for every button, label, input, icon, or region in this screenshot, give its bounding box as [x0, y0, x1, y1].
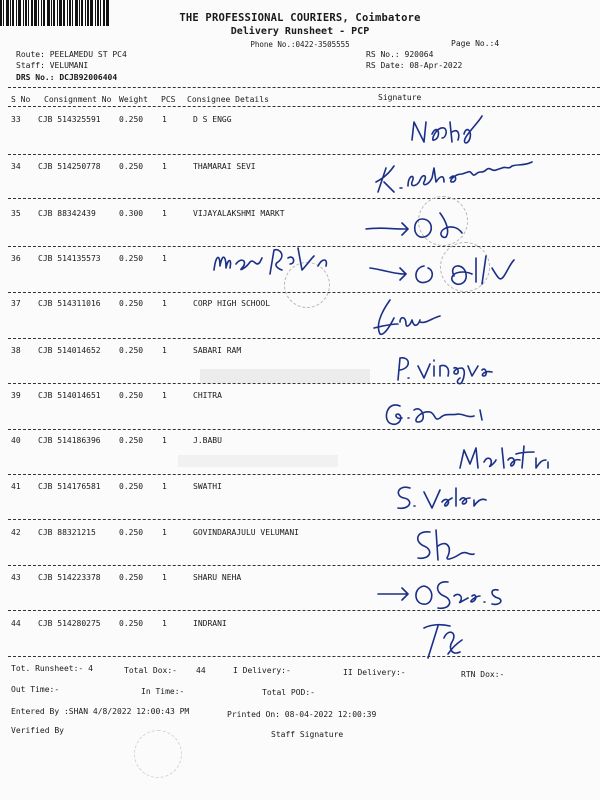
row-sno: 43 [11, 573, 21, 582]
signature-row44 [418, 618, 468, 664]
col-signature: Signature [378, 93, 422, 102]
row-sno: 39 [11, 391, 21, 400]
col-consignee: Consignee Details [187, 95, 269, 104]
row-consignment: CJB 514250778 [38, 162, 101, 171]
row-sno: 36 [11, 254, 21, 263]
row-divider [8, 383, 600, 384]
row-consignment: CJB 514280275 [38, 619, 101, 628]
drs-number: DRS No.: DCJB92006404 [16, 73, 118, 82]
row-pcs: 1 [162, 162, 167, 171]
row-sno: 42 [11, 528, 21, 537]
signature-row34 [372, 152, 542, 196]
row-sno: 38 [11, 346, 21, 355]
row-pcs: 1 [162, 436, 167, 445]
i-delivery: I Delivery:- [233, 666, 291, 675]
row-divider [8, 565, 600, 566]
row-weight: 0.250 [119, 436, 144, 445]
total-dox-value: 44 [196, 666, 206, 675]
row-sno: 41 [11, 482, 21, 491]
row-sno: 34 [11, 162, 21, 171]
row-weight: 0.250 [119, 619, 144, 628]
signature-row42 [408, 526, 478, 566]
row-consignee: D S ENGG [193, 115, 232, 124]
row-consignment: CJB 88342439 [38, 209, 96, 218]
row-pcs: 1 [162, 391, 167, 400]
row-weight: 0.250 [119, 482, 144, 491]
row-pcs: 1 [162, 528, 167, 537]
signature-row37 [370, 296, 450, 340]
row-pcs: 1 [162, 299, 167, 308]
out-time: Out Time:- [11, 685, 60, 694]
entered-by: Entered By :SHAN 4/8/2022 12:00:43 PM [11, 707, 190, 716]
staff: Staff: VELUMANI [16, 61, 89, 70]
page-number: Page No.:4 [451, 39, 500, 48]
header-rule-bottom [8, 106, 600, 107]
signature-row33 [408, 112, 488, 152]
row-divider [8, 338, 600, 339]
row-weight: 0.250 [119, 115, 144, 124]
row-sno: 33 [11, 115, 21, 124]
signature-row38 [392, 352, 502, 386]
signature-row39 [378, 394, 498, 434]
faint-stamp-smudge [200, 369, 370, 383]
printed-on: Printed On: 08-04-2022 12:00:39 [227, 710, 377, 719]
row-sno: 37 [11, 299, 21, 308]
phone-number: Phone No.:0422-3505555 [250, 40, 350, 49]
row-weight: 0.250 [119, 162, 144, 171]
row-consignee: INDRANI [193, 619, 227, 628]
signature-row41 [390, 480, 490, 514]
verified-by: Verified By [11, 726, 64, 735]
row-consignment: CJB 514311016 [38, 299, 101, 308]
runsheet-title: Delivery Runsheet - PCP [230, 26, 370, 37]
signature-row40 [454, 440, 554, 476]
row-consignee: CHITRA [193, 391, 222, 400]
row-pcs: 1 [162, 619, 167, 628]
col-sno: S No [11, 95, 31, 104]
row-weight: 0.300 [119, 209, 144, 218]
row-sno: 44 [11, 619, 21, 628]
row-pcs: 1 [162, 115, 167, 124]
row-consignment: CJB 514014651 [38, 391, 101, 400]
route: Route: PEELAMEDU ST PC4 [16, 50, 127, 59]
row-weight: 0.250 [119, 391, 144, 400]
row-consignment: CJB 514186396 [38, 436, 101, 445]
signature-row36-consignee [206, 240, 346, 286]
row-consignee: GOVINDARAJULU VELUMANI [193, 528, 299, 537]
rtn-dox: RTN Dox:- [461, 670, 505, 679]
row-consignment: CJB 514325591 [38, 115, 101, 124]
row-weight: 0.250 [119, 299, 144, 308]
row-divider [8, 656, 600, 657]
row-weight: 0.250 [119, 573, 144, 582]
faint-stamp-smudge [178, 455, 338, 467]
row-pcs: 1 [162, 573, 167, 582]
row-divider [8, 198, 600, 199]
rs-number: RS No.: 920064 [366, 50, 434, 59]
ii-delivery: II Delivery:- [343, 668, 406, 677]
row-weight: 0.250 [119, 254, 144, 263]
row-sno: 35 [11, 209, 21, 218]
row-consignment: CJB 514135573 [38, 254, 101, 263]
header-rule-top [8, 87, 600, 88]
row-consignee: SWATHI [193, 482, 222, 491]
row-pcs: 1 [162, 346, 167, 355]
signature-row35 [360, 205, 470, 245]
faint-stamp [134, 730, 182, 778]
row-divider [8, 429, 600, 430]
row-consignment: CJB 514176581 [38, 482, 101, 491]
row-pcs: 1 [162, 254, 167, 263]
row-consignee: CORP HIGH SCHOOL [193, 299, 271, 308]
in-time: In Time:- [141, 687, 185, 696]
row-consignment: CJB 514014652 [38, 346, 101, 355]
staff-signature: Staff Signature [271, 730, 344, 739]
row-consignee: SHARU NEHA [193, 573, 242, 582]
col-weight: Weight [119, 95, 148, 104]
row-consignee: VIJAYALAKSHMI MARKT [193, 209, 285, 218]
row-consignee: SABARI RAM [193, 346, 242, 355]
total-pod: Total POD:- [262, 688, 315, 697]
row-pcs: 1 [162, 482, 167, 491]
col-pcs: PCS [161, 95, 176, 104]
row-consignee: THAMARAI SEVI [193, 162, 256, 171]
row-weight: 0.250 [119, 528, 144, 537]
row-sno: 40 [11, 436, 21, 445]
row-pcs: 1 [162, 209, 167, 218]
row-consignment: CJB 514223378 [38, 573, 101, 582]
company-name: THE PROFESSIONAL COURIERS, Coimbatore [179, 12, 421, 24]
signature-row36 [364, 252, 524, 298]
row-divider [8, 519, 600, 520]
rs-date: RS Date: 08-Apr-2022 [366, 61, 463, 70]
row-consignee: J.BABU [193, 436, 222, 445]
total-dox-label: Total Dox:- [124, 666, 177, 675]
col-consignment: Consignment No [44, 95, 112, 104]
total-runsheet: Tot. Runsheet:- 4 [11, 664, 93, 673]
row-weight: 0.250 [119, 346, 144, 355]
signature-row43 [372, 576, 512, 616]
row-consignment: CJB 88321215 [38, 528, 96, 537]
